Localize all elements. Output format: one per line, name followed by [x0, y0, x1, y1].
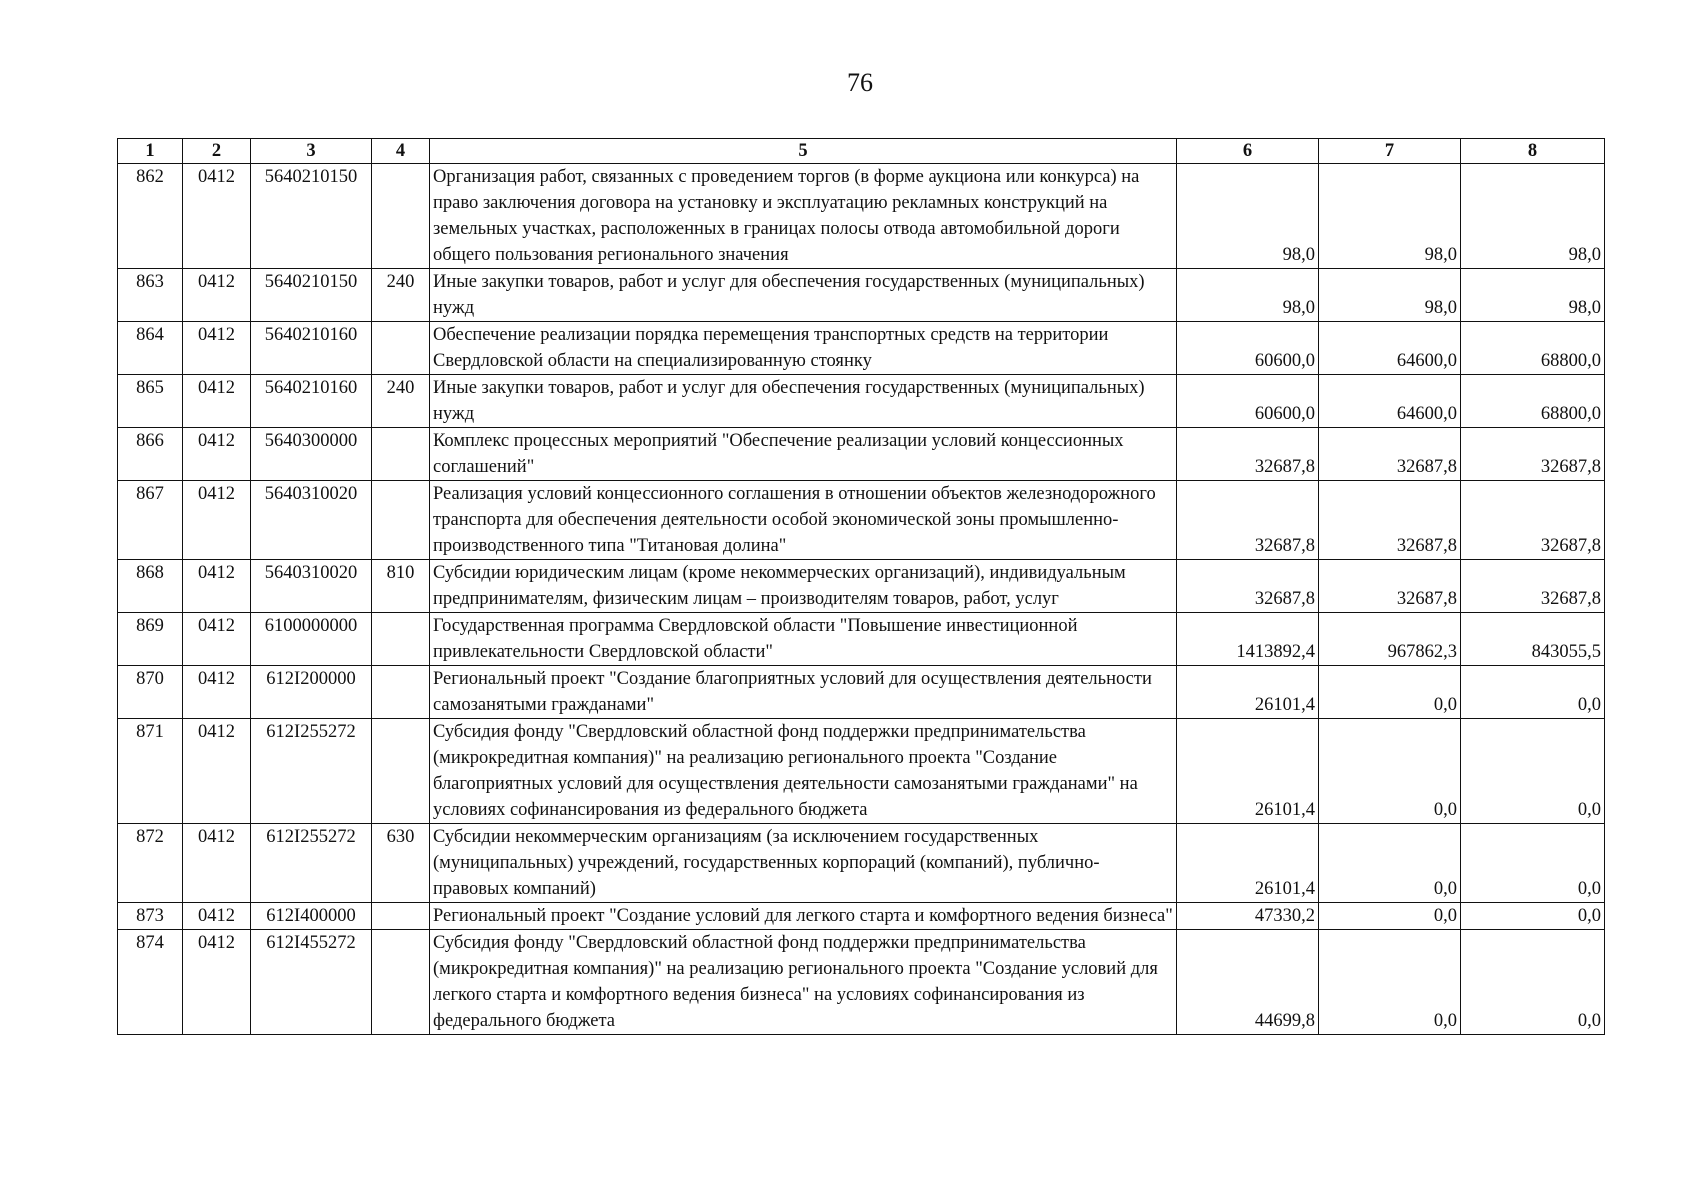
amount-year3-cell: 32687,8: [1461, 481, 1605, 560]
row-number-cell: 871: [118, 719, 183, 824]
amount-year1-cell: 98,0: [1177, 164, 1319, 269]
section-code-cell: 0412: [183, 481, 251, 560]
amount-year2-cell: 0,0: [1319, 824, 1461, 903]
row-number-cell: 873: [118, 903, 183, 930]
table-row: [118, 824, 1605, 903]
table-row: [118, 560, 1605, 613]
row-number-cell: 870: [118, 666, 183, 719]
amount-year2-cell: 0,0: [1319, 666, 1461, 719]
target-article-cell: 6100000000: [251, 613, 372, 666]
amount-year1-cell: 32687,8: [1177, 560, 1319, 613]
header-cell: 5: [430, 139, 1177, 164]
section-code-cell: 0412: [183, 930, 251, 1035]
page-number: 76: [847, 68, 873, 97]
amount-year2-cell: 0,0: [1319, 719, 1461, 824]
target-article-cell: 612I400000: [251, 903, 372, 930]
item-name-cell: Комплекс процессных мероприятий "Обеспечение реализации условий концессионных соглашений": [430, 428, 1177, 481]
row-number-cell: 872: [118, 824, 183, 903]
expense-type-cell: [372, 322, 430, 375]
expense-type-cell: [372, 903, 430, 930]
amount-year2-cell: 64600,0: [1319, 322, 1461, 375]
section-code-cell: 0412: [183, 164, 251, 269]
amount-year2-cell: 32687,8: [1319, 428, 1461, 481]
target-article-cell: 5640210160: [251, 375, 372, 428]
expense-type-cell: [372, 481, 430, 560]
table-row: [118, 322, 1605, 375]
section-code-cell: 0412: [183, 719, 251, 824]
table-row: [118, 903, 1605, 930]
row-number-cell: 865: [118, 375, 183, 428]
target-article-cell: 612I255272: [251, 824, 372, 903]
amount-year2-cell: 967862,3: [1319, 613, 1461, 666]
table-row: [118, 930, 1605, 1035]
target-article-cell: 5640310020: [251, 481, 372, 560]
header-cell: 3: [251, 139, 372, 164]
amount-year2-cell: 32687,8: [1319, 481, 1461, 560]
amount-year3-cell: 843055,5: [1461, 613, 1605, 666]
amount-year1-cell: 26101,4: [1177, 719, 1319, 824]
table-row: [118, 481, 1605, 560]
target-article-cell: 5640300000: [251, 428, 372, 481]
amount-year1-cell: 98,0: [1177, 269, 1319, 322]
expense-type-cell: [372, 930, 430, 1035]
amount-year2-cell: 0,0: [1319, 930, 1461, 1035]
row-number-cell: 864: [118, 322, 183, 375]
target-article-cell: 5640210150: [251, 164, 372, 269]
expense-type-cell: [372, 613, 430, 666]
expense-type-cell: [372, 164, 430, 269]
row-number-cell: 863: [118, 269, 183, 322]
item-name-cell: Субсидии некоммерческим организациям (за исключением государственных (муниципальных) учреждений, государственных корпораций (компаний), публично-правовых компаний): [430, 824, 1177, 903]
row-number-cell: 868: [118, 560, 183, 613]
amount-year1-cell: 60600,0: [1177, 375, 1319, 428]
amount-year1-cell: 32687,8: [1177, 428, 1319, 481]
amount-year3-cell: 0,0: [1461, 666, 1605, 719]
amount-year1-cell: 26101,4: [1177, 824, 1319, 903]
section-code-cell: 0412: [183, 428, 251, 481]
amount-year3-cell: 32687,8: [1461, 428, 1605, 481]
expense-type-cell: [372, 719, 430, 824]
section-code-cell: 0412: [183, 322, 251, 375]
section-code-cell: 0412: [183, 375, 251, 428]
target-article-cell: 612I455272: [251, 930, 372, 1035]
target-article-cell: 5640310020: [251, 560, 372, 613]
header-cell: 1: [118, 139, 183, 164]
amount-year1-cell: 47330,2: [1177, 903, 1319, 930]
item-name-cell: Иные закупки товаров, работ и услуг для обеспечения государственных (муниципальных) нужд: [430, 269, 1177, 322]
amount-year3-cell: 0,0: [1461, 719, 1605, 824]
expense-type-cell: [372, 428, 430, 481]
item-name-cell: Субсидия фонду "Свердловский областной фонд поддержки предпринимательства (микрокредитная компания)" на реализацию регионального проекта "Создание условий для легкого старта и комфортного ведения бизнеса" на условиях софинансирования из федерального бюджета: [430, 930, 1177, 1035]
amount-year2-cell: 0,0: [1319, 903, 1461, 930]
item-name-cell: Региональный проект "Создание благоприятных условий для осуществления деятельности самозанятыми гражданами": [430, 666, 1177, 719]
row-number-cell: 866: [118, 428, 183, 481]
row-number-cell: 869: [118, 613, 183, 666]
amount-year2-cell: 98,0: [1319, 164, 1461, 269]
expense-type-cell: 240: [372, 269, 430, 322]
amount-year3-cell: 68800,0: [1461, 375, 1605, 428]
amount-year3-cell: 68800,0: [1461, 322, 1605, 375]
item-name-cell: Субсидия фонду "Свердловский областной фонд поддержки предпринимательства (микрокредитная компания)" на реализацию регионального проекта "Создание благоприятных условий для осуществления деятельности самозанятыми гражданами" на условиях софинансирования из федерального бюджета: [430, 719, 1177, 824]
row-number-cell: 874: [118, 930, 183, 1035]
header-cell: 2: [183, 139, 251, 164]
amount-year3-cell: 0,0: [1461, 903, 1605, 930]
row-number-cell: 862: [118, 164, 183, 269]
amount-year3-cell: 0,0: [1461, 824, 1605, 903]
row-number-cell: 867: [118, 481, 183, 560]
target-article-cell: 612I200000: [251, 666, 372, 719]
section-code-cell: 0412: [183, 666, 251, 719]
section-code-cell: 0412: [183, 613, 251, 666]
item-name-cell: Обеспечение реализации порядка перемещения транспортных средств на территории Свердловской области на специализированную стоянку: [430, 322, 1177, 375]
target-article-cell: 612I255272: [251, 719, 372, 824]
expense-type-cell: 810: [372, 560, 430, 613]
section-code-cell: 0412: [183, 269, 251, 322]
section-code-cell: 0412: [183, 560, 251, 613]
amount-year3-cell: 98,0: [1461, 164, 1605, 269]
item-name-cell: Иные закупки товаров, работ и услуг для обеспечения государственных (муниципальных) нужд: [430, 375, 1177, 428]
section-code-cell: 0412: [183, 824, 251, 903]
amount-year3-cell: 98,0: [1461, 269, 1605, 322]
amount-year2-cell: 64600,0: [1319, 375, 1461, 428]
amount-year1-cell: 60600,0: [1177, 322, 1319, 375]
amount-year2-cell: 32687,8: [1319, 560, 1461, 613]
amount-year3-cell: 32687,8: [1461, 560, 1605, 613]
item-name-cell: Организация работ, связанных с проведением торгов (в форме аукциона или конкурса) на право заключения договора на установку и эксплуатацию рекламных конструкций на земельных участках, расположенных в границах полосы отвода автомобильной дороги общего пользования регионального значения: [430, 164, 1177, 269]
item-name-cell: Субсидии юридическим лицам (кроме некоммерческих организаций), индивидуальным предпринимателям, физическим лицам – производителям товаров, работ, услуг: [430, 560, 1177, 613]
table-row: [118, 719, 1605, 824]
expense-type-cell: [372, 666, 430, 719]
amount-year3-cell: 0,0: [1461, 930, 1605, 1035]
table-row: [118, 428, 1605, 481]
amount-year1-cell: 1413892,4: [1177, 613, 1319, 666]
header-cell: 6: [1177, 139, 1319, 164]
amount-year1-cell: 32687,8: [1177, 481, 1319, 560]
header-cell: 8: [1461, 139, 1605, 164]
table-row: [118, 375, 1605, 428]
header-cell: 7: [1319, 139, 1461, 164]
section-code-cell: 0412: [183, 903, 251, 930]
target-article-cell: 5640210160: [251, 322, 372, 375]
table-row: [118, 666, 1605, 719]
expense-type-cell: 630: [372, 824, 430, 903]
table-row: [118, 269, 1605, 322]
budget-table: [117, 138, 1605, 1035]
table-row: [118, 164, 1605, 269]
item-name-cell: Государственная программа Свердловской области "Повышение инвестиционной привлекательности Свердловской области": [430, 613, 1177, 666]
table-row: [118, 613, 1605, 666]
table-body: [118, 164, 1605, 1035]
amount-year2-cell: 98,0: [1319, 269, 1461, 322]
item-name-cell: Реализация условий концессионного соглашения в отношении объектов железнодорожного транспорта для обеспечения деятельности особой экономической зоны промышленно-производственного типа "Титановая долина": [430, 481, 1177, 560]
amount-year1-cell: 26101,4: [1177, 666, 1319, 719]
amount-year1-cell: 44699,8: [1177, 930, 1319, 1035]
header-cell: 4: [372, 139, 430, 164]
target-article-cell: 5640210150: [251, 269, 372, 322]
header-row: [118, 139, 1605, 164]
expense-type-cell: 240: [372, 375, 430, 428]
item-name-cell: Региональный проект "Создание условий для легкого старта и комфортного ведения бизнеса": [430, 903, 1177, 930]
